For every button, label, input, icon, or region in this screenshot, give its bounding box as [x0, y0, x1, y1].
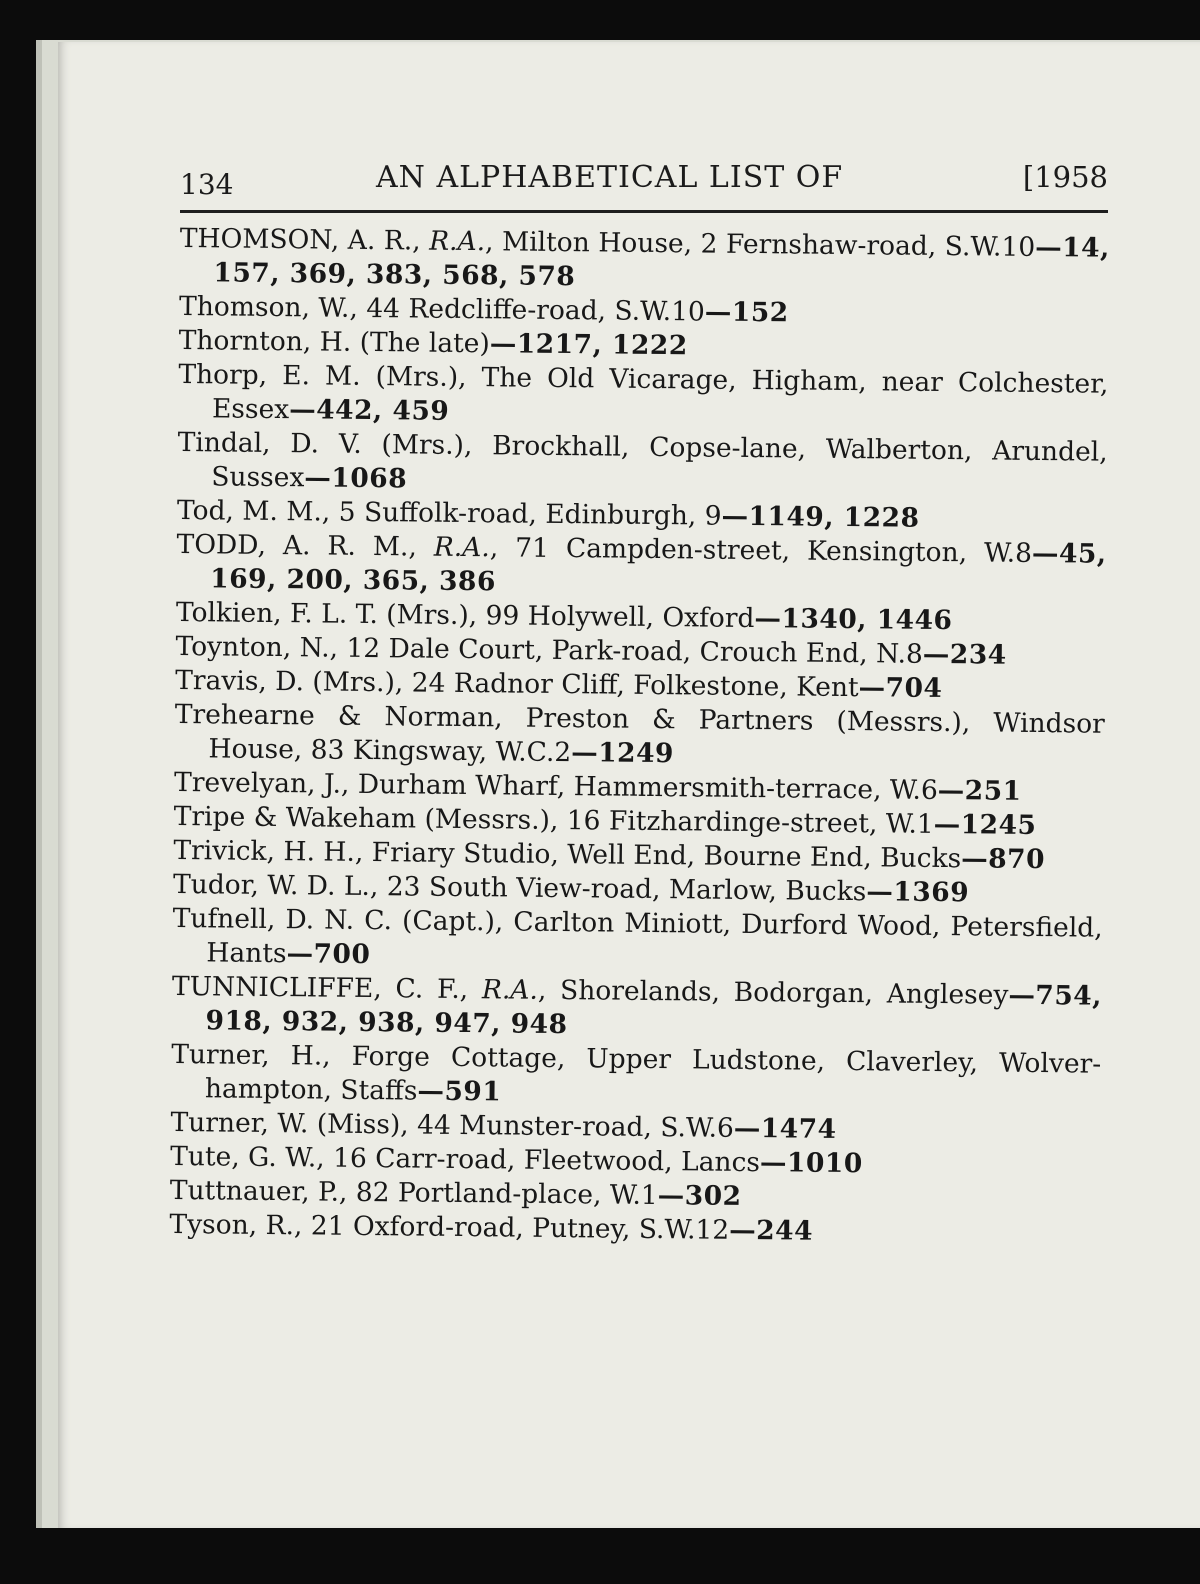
entry-name: Trehearne & Norman, Preston & Partners (Messrs.), — [174, 698, 994, 739]
entry-address: Durham Wharf, Hammersmith-terrace, W.6 — [357, 768, 938, 806]
entry-name: Turner, H., — [171, 1038, 352, 1072]
entry-catalogue-numbers: —251 — [937, 774, 1022, 807]
entry-catalogue-numbers: —1010 — [759, 1147, 863, 1180]
list-entry — [171, 970, 1102, 1048]
entry-catalogue-numbers: —1245 — [933, 808, 1037, 842]
entry-address: Carlton Miniott, Durford Wood, Petersfield, Hants — [206, 906, 1103, 970]
entry-name: Tute, G. W., — [170, 1140, 334, 1174]
entry-address: 23 South View-road, Marlow, Bucks — [386, 871, 867, 908]
entry-catalogue-numbers: —302 — [657, 1180, 742, 1212]
entry-address: 12 Dale Court, Park-road, Crouch End, N.8 — [346, 632, 924, 670]
list-entry — [177, 426, 1108, 504]
entry-catalogue-numbers: —442, 459 — [289, 394, 450, 427]
entry-catalogue-numbers: —234 — [922, 638, 1007, 671]
entry-name: Tindal, D. V. (Mrs.), — [177, 426, 493, 462]
entry-name: Travis, D. (Mrs.), — [175, 664, 412, 699]
header-rule — [180, 210, 1108, 213]
entry-name: Toynton, N., — [175, 630, 347, 664]
entry-catalogue-numbers: —1340, 1446 — [754, 603, 953, 637]
entry-catalogue-numbers: —1068 — [304, 462, 408, 495]
list-entry — [178, 358, 1109, 436]
entry-name: THOMSON, A. R., — [179, 222, 430, 257]
year-mark: [1958 — [1022, 160, 1108, 194]
entry-name: Tod, M. M., — [176, 494, 339, 528]
entry-address: Friary Studio, Well End, Bourne End, Bucks — [371, 837, 962, 875]
entry-catalogue-numbers: —1474 — [733, 1112, 837, 1145]
entry-name: Tufnell, D. N. C. (Capt.), — [172, 902, 514, 938]
entry-name: Tyson, R., — [169, 1208, 312, 1242]
entry-address: 44 Redcliffe-road, S.W.10 — [366, 292, 706, 328]
entry-address: Windsor House, 83 Kingsway, W.C.2 — [208, 707, 1105, 769]
entry-name: Tolkien, F. L. T. (Mrs.), — [175, 596, 486, 632]
entry-name: Trevelyan, J., — [173, 766, 358, 800]
entry-catalogue-numbers: —14, 157, 369, 383, 568, 578 — [213, 231, 1110, 293]
entry-name: Tripe & Wakeham (Messrs.), — [173, 800, 567, 837]
page-header — [180, 160, 1108, 200]
entry-catalogue-numbers: —591 — [417, 1075, 502, 1108]
entry-catalogue-numbers: —152 — [704, 296, 789, 329]
entry-ra-title: R.A. — [428, 225, 486, 258]
list-entry — [174, 698, 1105, 776]
entry-list — [169, 222, 1110, 1252]
entry-address: 5 Suffolk-road, Edinburgh, 9 — [338, 496, 722, 532]
running-title: AN ALPHABETICAL LIST OF — [376, 160, 844, 195]
entry-catalogue-numbers: —704 — [858, 672, 943, 705]
entry-name: Thornton, H. — [178, 324, 360, 358]
entry-ra-title: R.A. — [481, 974, 539, 1006]
entry-name: Trivick, H. H., — [173, 834, 372, 869]
entry-address: The Old Vicarage, Higham, near Colchester, Essex — [211, 362, 1109, 426]
entry-catalogue-numbers: —1249 — [571, 737, 675, 770]
list-entry — [171, 1038, 1102, 1116]
entry-name: TUNNICLIFFE, C. F., — [171, 970, 483, 1006]
entry-catalogue-numbers: —870 — [961, 843, 1046, 876]
list-entry — [172, 902, 1103, 980]
list-entry — [176, 528, 1107, 606]
entry-catalogue-numbers: —1217, 1222 — [489, 328, 688, 362]
entry-address: 44 Munster-road, S.W.6 — [416, 1109, 734, 1144]
entry-catalogue-numbers: —45, 169, 200, 365, 386 — [210, 537, 1107, 598]
entry-address: 16 Fitzhardinge-street, W.1 — [566, 805, 934, 840]
entry-name: Thorp, E. M. (Mrs.), — [178, 358, 482, 394]
entry-ra-title: R.A. — [433, 531, 490, 564]
entry-catalogue-numbers: —1149, 1228 — [721, 500, 920, 534]
entry-catalogue-numbers: —754, 918, 932, 938, 947, 948 — [205, 979, 1103, 1041]
entry-name: Tuttnauer, P., — [169, 1174, 357, 1208]
entry-name: TODD, A. R. M., — [176, 528, 435, 563]
entry-address: 24 Radnor Cliff, Folkestone, Kent — [411, 667, 859, 704]
list-entry — [179, 222, 1110, 300]
entry-catalogue-numbers: —244 — [729, 1214, 814, 1247]
entry-address: , Shorelands, Bodorgan, Anglesey — [537, 974, 1009, 1011]
entry-name: Tudor, W. D. L., — [172, 868, 387, 903]
entry-address: 99 Holywell, Oxford — [485, 600, 755, 635]
entry-name: Turner, W. (Miss), — [170, 1106, 418, 1141]
entry-address: Forge Cottage, Upper Ludstone, Claverley, Wolverhampton, Staffs — [204, 1040, 1102, 1107]
entry-address: 21 Oxford-road, Putney, S.W.12 — [310, 1210, 730, 1246]
entry-address: 16 Carr-road, Fleetwood, Lancs — [332, 1142, 761, 1179]
entry-address: Brockhall, Copse-lane, Walberton, Arundel, Sussex — [211, 430, 1108, 494]
entry-address: , 71 Campden-street, Kensington, W.8 — [489, 532, 1033, 569]
entry-name: Thomson, W., — [178, 290, 367, 324]
entry-catalogue-numbers: —1369 — [866, 876, 970, 909]
entry-address: , Milton House, 2 Fernshaw-road, S.W.10 — [484, 226, 1036, 263]
entry-address: (The late) — [359, 326, 490, 360]
page-number: 134 — [180, 168, 234, 201]
entry-address: 82 Portland-place, W.1 — [355, 1176, 658, 1212]
entry-catalogue-numbers: —700 — [286, 938, 371, 971]
scan-bottom-edge — [36, 1528, 1200, 1584]
